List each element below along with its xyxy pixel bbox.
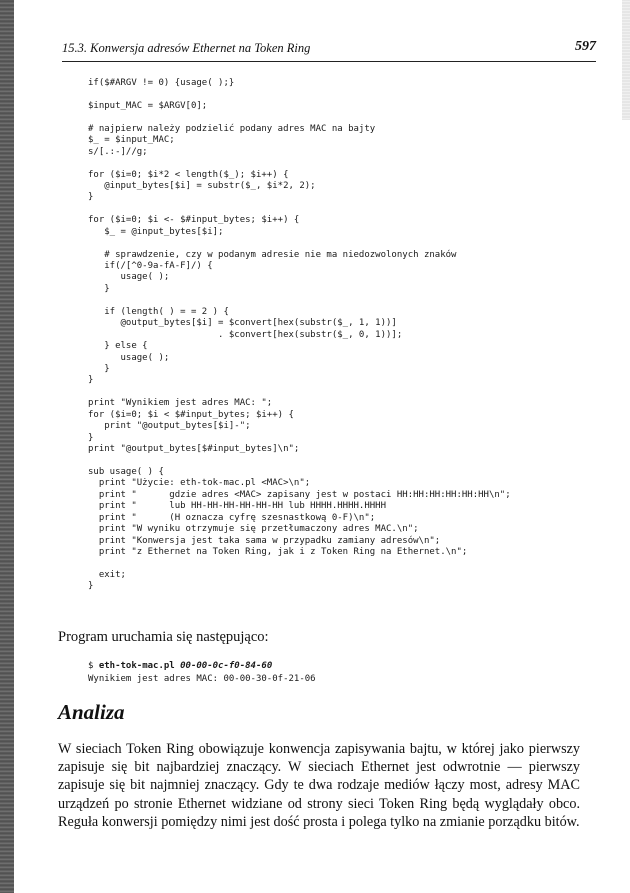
code-line: } else { [88, 341, 148, 352]
command-arguments: 00-00-0c-f0-84-60 [174, 661, 273, 671]
perl-code-listing [88, 78, 511, 593]
code-line: sub usage( ) { [88, 466, 164, 477]
code-line: } [88, 363, 110, 374]
code-line: s/[.:-]//g; [88, 146, 148, 157]
run-command-line [88, 661, 272, 671]
code-line: print "Użycie: eth-tok-mac.pl <MAC>\n"; [88, 478, 311, 489]
scan-right-edge [622, 0, 630, 120]
running-title: 15.3. Konwersja adresów Ethernet na Token Ring [62, 41, 311, 55]
code-line: print "Wynikiem jest adres MAC: "; [88, 398, 273, 409]
code-line: print "W wyniku otrzymuje się przetłumaczony adres MAC.\n"; [88, 524, 419, 535]
section-heading: Analiza [58, 700, 125, 724]
code-line: print " lub HH-HH-HH-HH-HH-HH lub HHHH.HHHH.HHHH [88, 501, 387, 512]
code-line: for ($i=0; $i*2 < length($_); $i++) { [88, 169, 289, 180]
shell-prompt: $ [88, 661, 99, 671]
intro-text: Program uruchamia się następująco: [58, 629, 269, 645]
code-line: } [88, 375, 94, 386]
run-output-line: Wynikiem jest adres MAC: 00-00-30-0f-21-06 [88, 674, 316, 684]
code-line: # sprawdzenie, czy w podanym adresie nie ma niedozwolonych znaków [88, 249, 457, 260]
code-line: print " (H oznacza cyfrę szesnastkową 0-F)\n"; [88, 512, 376, 523]
body-paragraph: W sieciach Token Ring obowiązuje konwencja zapisywania bajtu, w której jako pierwszy zapisuje się bit najbardziej znaczący. W sieciach Ethernet jest odwrotnie — pierwszy zapisuje się bit najmniej znaczący. Gdy te dwa rodzaje mediów łączy most, adresy MAC urządzeń po stronie Ethernet widziane od strony sieci Token Ring będą wyglądały obco. Reguła konwersji pomiędzy nimi jest dość prosta i polega tylko na zmianie porządku bitów. [58, 741, 580, 830]
code-line: usage( ); [88, 352, 170, 363]
code-line: print "@output_bytes[$#input_bytes]\n"; [88, 444, 300, 454]
code-line: if($#ARGV != 0) {usage( );} [88, 78, 235, 88]
code-line: print "z Ethernet na Token Ring, jak i z Token Ring na Ethernet.\n"; [88, 546, 468, 557]
running-header [62, 41, 596, 62]
code-line: @input_bytes[$i] = substr($_, $i*2, 2); [88, 180, 316, 191]
code-line: print "Konwersja jest taka sama w przypadku zamiany adresów\n"; [88, 535, 441, 546]
code-line: $input_MAC = $ARGV[0]; [88, 100, 208, 111]
code-line: usage( ); [88, 272, 170, 283]
code-line: exit; [88, 569, 126, 580]
code-line: for ($i=0; $i < $#input_bytes; $i++) { [88, 409, 294, 420]
page-number: 597 [575, 39, 596, 54]
code-line: } [88, 192, 94, 203]
code-line: for ($i=0; $i <- $#input_bytes; $i++) { [88, 215, 300, 226]
code-line: if (length( ) = = 2 ) { [88, 306, 229, 317]
code-line: if(/[^0-9a-fA-F]/) { [88, 261, 213, 271]
code-line: # najpierw należy podzielić podany adres MAC na bajty [88, 123, 376, 134]
code-line: } [88, 432, 94, 443]
code-line: $_ = $input_MAC; [88, 135, 175, 146]
code-line: print "@output_bytes[$i]-"; [88, 421, 251, 432]
code-line: } [88, 581, 94, 592]
code-line: $_ = @input_bytes[$i]; [88, 226, 224, 237]
code-line: } [88, 283, 110, 294]
command-name: eth-tok-mac.pl [98, 661, 175, 671]
scan-binding-edge [0, 0, 14, 893]
code-line: @output_bytes[$i] = $convert[hex(substr($_, 1, 1))] [88, 318, 397, 329]
code-line: print " gdzie adres <MAC> zapisany jest w postaci HH:HH:HH:HH:HH:HH\n"; [88, 489, 511, 500]
code-line: . $convert[hex(substr($_, 0, 1))]; [88, 329, 403, 340]
